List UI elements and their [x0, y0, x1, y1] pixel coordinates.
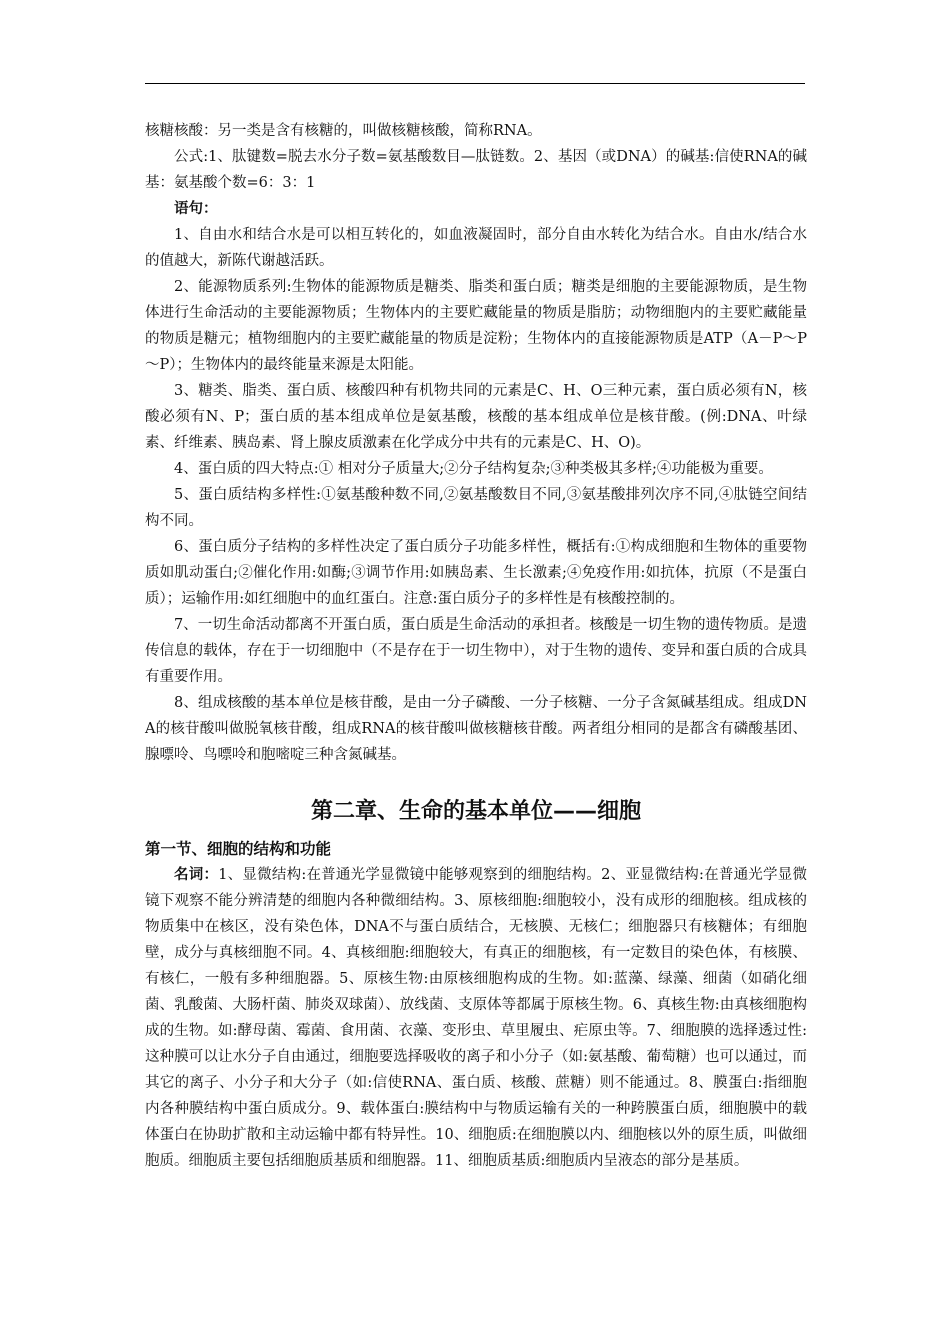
- header-rule: [145, 83, 805, 84]
- terms-text: 1、显微结构:在普通光学显微镜中能够观察到的细胞结构。2、亚显微结构:在普通光学显微镜下观察不能分辨清楚的细胞内各种微细结构。3、原核细胞:细胞较小，没有成形的细胞核。组成核的物质集中在核区，没有染色体，DNA不与蛋白质结合，无核膜、无核仁；细胞器只有核糖体；有细胞壁，成分与真核细胞不同。4、真核细胞:细胞较大，有真正的细胞核，有一定数目的染色体，有核膜、有核仁，一般有多种细胞器。5、原核生物:由原核细胞构成的生物。如:蓝藻、绿藻、细菌（如硝化细菌、乳酸菌、大肠杆菌、肺炎双球菌）、放线菌、支原体等都属于原核生物。6、真核生物:由真核细胞构成的生物。如:酵母菌、霉菌、食用菌、衣藻、变形虫、草里履虫、疟原虫等。7、细胞膜的选择透过性:这种膜可以让水分子自由通过，细胞要选择吸收的离子和小分子（如:氨基酸、葡萄糖）也可以通过，而其它的离子、小分子和大分子（如:信使RNA、蛋白质、核酸、蔗糖）则不能通过。8、膜蛋白:指细胞内各种膜结构中蛋白质成分。9、载体蛋白:膜结构中与物质运输有关的一种跨膜蛋白质，细胞膜中的载体蛋白在协助扩散和主动运输中都有特异性。10、细胞质:在细胞膜以内、细胞核以外的原生质，叫做细胞质。细胞质主要包括细胞质基质和细胞器。11、细胞质基质:细胞质内呈液态的部分是基质。: [145, 867, 808, 1169]
- chapter-title: 第二章、生命的基本单位——细胞: [310, 799, 641, 824]
- paragraph-rna: 核糖核酸：另一类是含有核糖的，叫做核糖核酸，简称RNA。: [145, 123, 542, 139]
- document-body: [145, 118, 807, 1174]
- sentence-3: 3、糖类、脂类、蛋白质、核酸四种有机物共同的元素是C、H、O三种元素，蛋白质必须有N，核酸必须有N、P；蛋白质的基本组成单位是氨基酸，核酸的基本组成单位是核苷酸。(例:DNA、叶绿素、纤维素、胰岛素、肾上腺皮质激素在化学成分中共有的元素是C、H、O)。: [145, 383, 807, 451]
- sentence-2: 2、能源物质系列:生物体的能源物质是糖类、脂类和蛋白质；糖类是细胞的主要能源物质，是生物体进行生命活动的主要能源物质；生物体内的主要贮藏能量的物质是脂肪；动物细胞内的主要贮藏能量的物质是糖元；植物细胞内的主要贮藏能量的物质是淀粉；生物体内的直接能源物质是ATP（A－P～P～P）；生物体内的最终能量来源是太阳能。: [145, 279, 807, 373]
- sentence-1: 1、自由水和结合水是可以相互转化的，如血液凝固时，部分自由水转化为结合水。自由水/结合水的值越大，新陈代谢越活跃。: [145, 227, 807, 269]
- sentence-4: 4、蛋白质的四大特点:① 相对分子质量大;②分子结构复杂;③种类极其多样;④功能极为重要。: [174, 461, 773, 477]
- sentence-5: 5、蛋白质结构多样性:①氨基酸种数不同,②氨基酸数目不同,③氨基酸排列次序不同,④肽链空间结构不同。: [145, 487, 807, 529]
- sentences-heading: 语句：: [174, 200, 218, 217]
- section-title: 第一节、细胞的结构和功能: [145, 840, 332, 858]
- terms-paragraph: [145, 862, 807, 1174]
- paragraph-formula: 公式:1、肽键数=脱去水分子数=氨基酸数目—肽链数。2、基因（或DNA）的碱基:信使RNA的碱基：氨基酸个数=6：3：1: [145, 149, 807, 191]
- sentence-8: 8、组成核酸的基本单位是核苷酸，是由一分子磷酸、一分子核糖、一分子含氮碱基组成。组成DNA的核苷酸叫做脱氧核苷酸，组成RNA的核苷酸叫做核糖核苷酸。两者组分相同的是都含有磷酸基团、腺嘌呤、鸟嘌呤和胞嘧啶三种含氮碱基。: [145, 695, 807, 763]
- terms-label: 名词：: [174, 866, 219, 883]
- sentence-7: 7、一切生命活动都离不开蛋白质，蛋白质是生命活动的承担者。核酸是一切生物的遗传物质。是遗传信息的载体，存在于一切细胞中（不是存在于一切生物中），对于生物的遗传、变异和蛋白质的合成具有重要作用。: [145, 617, 807, 685]
- sentence-6: 6、蛋白质分子结构的多样性决定了蛋白质分子功能多样性，概括有:①构成细胞和生物体的重要物质如肌动蛋白;②催化作用:如酶;③调节作用:如胰岛素、生长激素;④免疫作用:如抗体，抗原（不是蛋白质）；运输作用:如红细胞中的血红蛋白。注意:蛋白质分子的多样性是有核酸控制的。: [145, 539, 807, 607]
